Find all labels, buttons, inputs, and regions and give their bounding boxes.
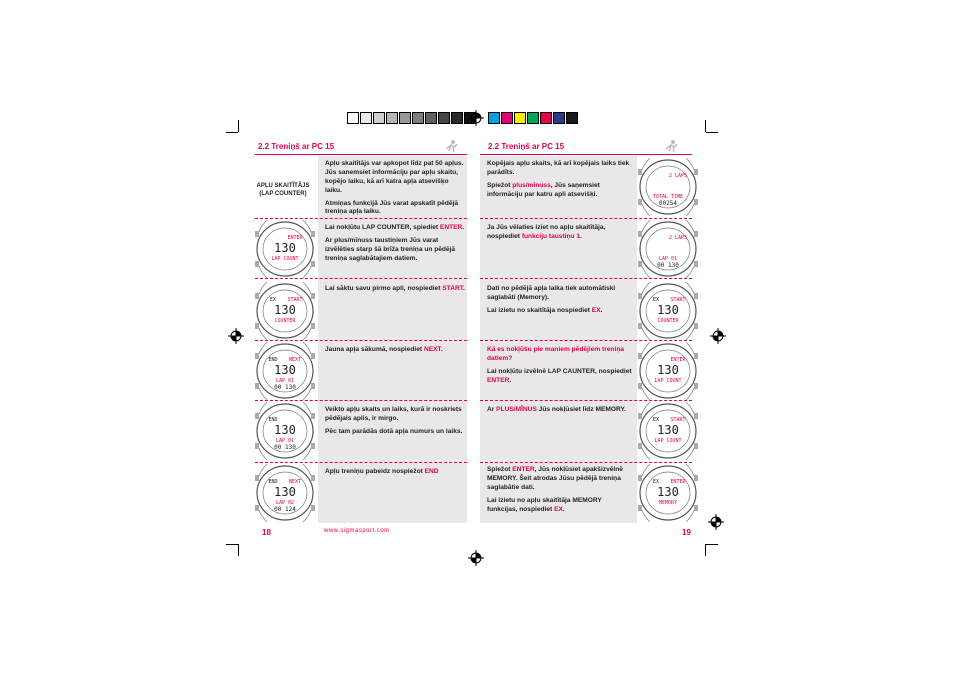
watch-button-icon	[311, 323, 315, 329]
website-link[interactable]: www.sigmasport.com	[324, 528, 390, 534]
paragraph: Pēc tam parādās dotā apļa numurs un laiks.	[325, 427, 463, 435]
paragraph: Spiežot plus/mīnuss, Jūs saņemsiet informāciju par katru apli atsevišķi.	[487, 181, 600, 198]
paragraph: Lai sāktu savu pirmo apli, nospiediet START.	[325, 285, 465, 292]
watch-button-icon	[638, 261, 642, 267]
gray-swatch	[373, 112, 385, 124]
watch-text: LAP 01	[275, 378, 295, 384]
watch-button-icon	[694, 475, 698, 481]
watch-text: 130	[657, 485, 679, 499]
registration-mark-icon	[708, 514, 724, 530]
watch-text: EX	[652, 479, 660, 485]
section-divider	[255, 400, 467, 401]
watch-text: COUNTER	[274, 318, 296, 324]
watch-button-icon	[638, 383, 642, 389]
color-swatch	[488, 112, 500, 124]
gray-swatch	[451, 112, 463, 124]
watch-text: 130	[274, 485, 296, 499]
watch-display	[253, 464, 317, 522]
watch-button-icon	[638, 199, 642, 205]
watch-text: LAP 02	[275, 500, 295, 506]
text-block	[325, 406, 465, 441]
section-divider	[480, 278, 692, 279]
watch-button-icon	[638, 475, 642, 481]
watch-text: NEXT	[288, 357, 302, 363]
watch-display	[636, 220, 700, 278]
watch-button-icon	[311, 353, 315, 359]
watch-text: 00 130	[274, 444, 296, 451]
watch-text: END	[268, 417, 278, 423]
watch-display	[636, 158, 700, 216]
watch-text: ENTER	[670, 357, 686, 363]
watch-text: 00 130	[274, 384, 296, 391]
watch-display	[253, 220, 317, 278]
paragraph: Spiežot ENTER, Jūs nokļūsiet apakšizvēlnē MEMORY. Šeit atrodas Jūsu pēdējā treniņa saglabātie dati.	[487, 466, 623, 491]
watch-display	[253, 402, 317, 460]
crop-mark	[705, 544, 706, 556]
watch-button-icon	[694, 261, 698, 267]
watch-button-icon	[255, 505, 259, 511]
section-divider	[480, 462, 692, 463]
color-swatch	[514, 112, 526, 124]
section-divider	[480, 218, 692, 219]
registration-mark-icon	[468, 550, 484, 566]
crop-mark	[705, 120, 706, 132]
crop-mark	[226, 544, 238, 545]
color-swatch	[566, 112, 578, 124]
paragraph: Lai nokļūtu izvēlnē LAP CAUNTER, nospiediet ENTER.	[487, 367, 632, 384]
gray-swatch	[425, 112, 437, 124]
grayscale-bar	[347, 112, 477, 124]
watch-button-icon	[638, 413, 642, 419]
gray-swatch	[347, 112, 359, 124]
watch-text: 130	[657, 423, 679, 437]
watch-text: EX	[652, 417, 660, 423]
watch-display	[636, 464, 700, 522]
watch-text: LAP 01	[275, 438, 295, 444]
text-block	[487, 285, 632, 320]
text-block	[487, 224, 632, 246]
watch-display	[253, 342, 317, 400]
gray-swatch	[399, 112, 411, 124]
registration-mark-icon	[468, 110, 484, 126]
paragraph: Kopējais apļu skaits, kā arī kopējais laiks tiek parādīts.	[487, 160, 630, 176]
watch-button-icon	[638, 505, 642, 511]
crop-mark	[706, 544, 718, 545]
watch-button-icon	[694, 443, 698, 449]
watch-button-icon	[311, 413, 315, 419]
watch-button-icon	[311, 505, 315, 511]
watch-button-icon	[311, 293, 315, 299]
gray-swatch	[412, 112, 424, 124]
text-block	[325, 468, 465, 481]
watch-text: LAP COUNT	[271, 256, 299, 262]
registration-mark-icon	[228, 328, 244, 344]
watch-display	[636, 342, 700, 400]
paragraph: Apļu treniņu pabeidz nospiežot END	[325, 468, 439, 475]
page-number-right: 19	[682, 528, 691, 537]
watch-text: 130	[274, 363, 296, 377]
gray-swatch	[386, 112, 398, 124]
watch-text: EX	[652, 297, 660, 303]
watch-text: MEMORY	[658, 500, 678, 506]
watch-button-icon	[255, 231, 259, 237]
watch-text: START	[670, 417, 686, 423]
watch-display	[636, 402, 700, 460]
watch-button-icon	[638, 443, 642, 449]
text-block	[487, 160, 632, 204]
watch-button-icon	[255, 323, 259, 329]
watch-text: COUNTER	[657, 318, 679, 324]
watch-text: LAP COUNT	[654, 378, 682, 384]
watch-text: 00254	[658, 200, 678, 207]
watch-display	[253, 282, 317, 340]
watch-button-icon	[694, 505, 698, 511]
watch-button-icon	[311, 383, 315, 389]
watch-text: 2 LAPS	[668, 235, 688, 241]
question: Kā es nokļūšu pie maniem pēdējiem treniņa datiem?	[487, 346, 625, 362]
watch-text: 2 LAPS	[668, 173, 688, 179]
paragraph: Veikto apļu skaits un laiks, kurā ir noskriets pēdējais aplis, ir mirgo.	[325, 406, 462, 422]
watch-button-icon	[694, 199, 698, 205]
watch-text: ENTER	[670, 479, 686, 485]
watch-text: 130	[274, 241, 296, 255]
page-number-left: 18	[262, 528, 271, 537]
paragraph: Ar PLUS/MĪNUS Jūs nokļūsiet līdz MEMORY.	[487, 406, 626, 413]
color-swatch	[527, 112, 539, 124]
watch-button-icon	[694, 323, 698, 329]
page-title-left: 2.2 Treniņš ar PC 15	[258, 142, 335, 151]
text-block	[325, 346, 465, 359]
runner-logo-icon	[443, 139, 459, 153]
text-block	[487, 466, 632, 518]
page-title-right: 2.2 Treniņš ar PC 15	[488, 142, 565, 151]
watch-button-icon	[694, 169, 698, 175]
watch-button-icon	[311, 231, 315, 237]
text-block	[487, 406, 632, 419]
watch-text: START	[670, 297, 686, 303]
process-color-bar	[488, 112, 579, 124]
section-divider	[255, 278, 467, 279]
watch-text: LAP 01	[658, 256, 678, 262]
section-divider	[255, 340, 467, 341]
crop-mark	[238, 120, 239, 132]
text-block	[325, 285, 465, 298]
watch-button-icon	[311, 443, 315, 449]
header-rule	[480, 154, 692, 155]
watch-text: ENTER	[287, 235, 303, 241]
watch-text: END	[268, 479, 278, 485]
watch-text: 130	[274, 423, 296, 437]
watch-text: EX	[269, 297, 277, 303]
section-divider	[255, 462, 467, 463]
watch-button-icon	[255, 443, 259, 449]
watch-button-icon	[255, 475, 259, 481]
paragraph: Lai nokļūtu LAP COUNTER, spiediet ENTER.	[325, 224, 465, 231]
paragraph: Atmiņas funkcijā Jūs varat apskatīt pēdējā treniņa apļa laiku.	[325, 199, 459, 216]
watch-text: LAP COUNT	[654, 438, 682, 444]
paragraph: Ar plus/mīnuss taustiņiem Jūs varat izvēlēties starp šā brīža treniņa un pēdējā treniņa saglabātajiem datiem.	[325, 236, 456, 262]
registration-mark-icon	[710, 328, 726, 344]
watch-button-icon	[694, 293, 698, 299]
watch-text: NEXT	[288, 479, 302, 485]
gray-swatch	[360, 112, 372, 124]
watch-button-icon	[255, 261, 259, 267]
watch-text: 130	[657, 303, 679, 317]
watch-button-icon	[638, 353, 642, 359]
watch-button-icon	[638, 169, 642, 175]
watch-button-icon	[694, 231, 698, 237]
watch-text: 130	[274, 303, 296, 317]
section-divider	[480, 400, 692, 401]
watch-display	[636, 282, 700, 340]
watch-button-icon	[255, 413, 259, 419]
watch-button-icon	[255, 353, 259, 359]
watch-button-icon	[255, 383, 259, 389]
watch-text: 130	[657, 363, 679, 377]
crop-mark	[226, 132, 238, 133]
section-divider	[480, 340, 692, 341]
watch-button-icon	[311, 475, 315, 481]
watch-button-icon	[694, 353, 698, 359]
runner-logo-icon	[663, 139, 679, 153]
paragraph: Jauna apļa sākumā, nospiediet NEXT.	[325, 346, 443, 353]
text-block	[325, 160, 465, 221]
watch-button-icon	[638, 323, 642, 329]
watch-text: END	[268, 357, 278, 363]
watch-button-icon	[694, 383, 698, 389]
paragraph: Lai izietu no skaitītāja nospiediet EX.	[487, 306, 603, 314]
watch-button-icon	[694, 413, 698, 419]
watch-text: TOTAL TIME	[652, 194, 684, 200]
watch-text: 00 124	[274, 506, 296, 513]
text-block	[325, 224, 465, 268]
gray-swatch	[438, 112, 450, 124]
watch-button-icon	[638, 293, 642, 299]
watch-button-icon	[638, 231, 642, 237]
section-label-line2: (LAP COUNTER)	[259, 190, 307, 197]
crop-mark	[238, 544, 239, 556]
watch-text: 00 130	[657, 262, 679, 269]
section-label	[253, 183, 313, 199]
watch-text: START	[287, 297, 303, 303]
header-rule	[255, 154, 467, 155]
paragraph: Lai izietu no apļu skaitītāja MEMORY funkcijas, nospiediet EX.	[487, 496, 602, 513]
watch-button-icon	[311, 261, 315, 267]
watch-button-icon	[255, 293, 259, 299]
paragraph: Ja Jūs vēlaties iziet no apļu skaitītāja, nospiediet funkciju taustiņu 1.	[487, 224, 606, 240]
section-label-line1: APĻU SKAITĪTĀJS	[256, 183, 310, 189]
crop-mark	[706, 132, 718, 133]
color-swatch	[540, 112, 552, 124]
paragraph: Dati no pēdējā apļa laika tiek automātiski saglabāti (Memory).	[487, 285, 616, 301]
color-swatch	[553, 112, 565, 124]
text-block	[487, 346, 632, 390]
color-swatch	[501, 112, 513, 124]
paragraph: Apļu skaitītājs var apkopot līdz pat 50 apļus. Jūs sanemsiet informāciju par apļu skaitu, kopējo laiku, kā arī katra apļa atsevišķo laiku.	[325, 160, 464, 194]
